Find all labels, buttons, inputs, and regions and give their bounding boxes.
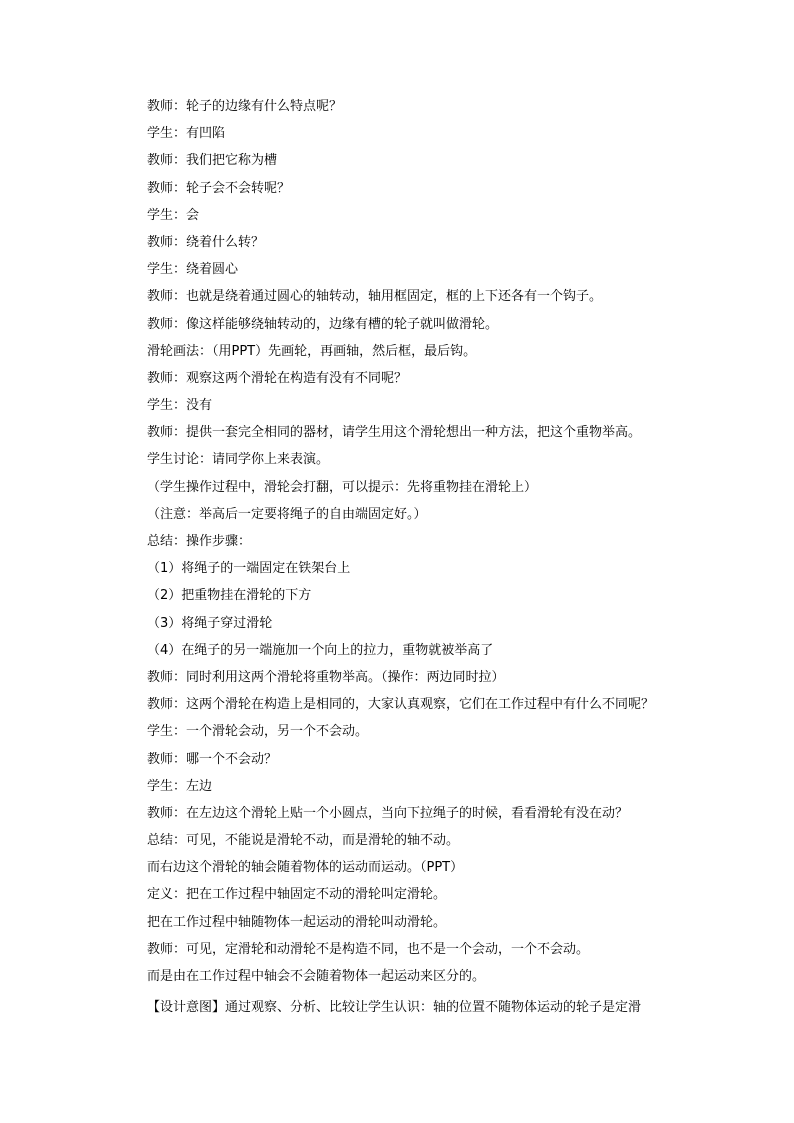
text-line: 定义：把在工作过程中轴固定不动的滑轮叫定滑轮。 bbox=[147, 887, 447, 903]
text-line: （3）将绳子穿过滑轮 bbox=[147, 615, 273, 631]
text-line: 学生：有凹陷 bbox=[147, 126, 226, 142]
text-line: 学生：绕着圆心 bbox=[147, 262, 239, 278]
text-line: 学生：没有 bbox=[147, 398, 213, 414]
text-line: 学生讨论：请同学你上来表演。 bbox=[147, 452, 330, 468]
text-line: 教师：我们把它称为槽 bbox=[147, 153, 278, 169]
text-line: （2）把重物挂在滑轮的下方 bbox=[147, 588, 312, 604]
text-line: 学生：一个滑轮会动，另一个不会动。 bbox=[147, 724, 369, 740]
text-line: 教师：像这样能够绕轴转动的，边缘有槽的轮子就叫做滑轮。 bbox=[147, 316, 499, 332]
text-line: 把在工作过程中轴随物体一起运动的滑轮叫动滑轮。 bbox=[147, 914, 447, 930]
text-line: （1）将绳子的一端固定在铁架台上 bbox=[147, 561, 351, 577]
text-line: 学生：会 bbox=[147, 207, 200, 223]
text-line: 教师：这两个滑轮在构造上是相同的，大家认真观察，它们在工作过程中有什么不同呢？ bbox=[147, 697, 655, 713]
text-line: 教师：轮子的边缘有什么特点呢？ bbox=[147, 99, 343, 114]
text-line: 教师：观察这两个滑轮在构造有没有不同呢？ bbox=[147, 370, 408, 386]
text-line: 教师：也就是绕着通过圆心的轴转动，轴用框固定，框的上下还各有一个钩子。 bbox=[147, 289, 603, 305]
text-line: 教师：同时利用这两个滑轮将重物举高。（操作：两边同时拉） bbox=[147, 669, 505, 685]
text-line: 教师：在左边这个滑轮上贴一个小圆点，当向下拉绳子的时候，看看滑轮有没在动？ bbox=[147, 805, 629, 821]
text-line: （学生操作过程中，滑轮会打翻，可以提示：先将重物挂在滑轮上） bbox=[147, 479, 538, 495]
text-line: 而是由在工作过程中轴会不会随着物体一起运动来区分的。 bbox=[147, 969, 486, 984]
text-line: 总结：可见，不能说是滑轮不动，而是滑轮的轴不动。 bbox=[147, 833, 460, 849]
text-line: 总结：操作步骤： bbox=[147, 534, 252, 549]
design-intent-line: 【设计意图】通过观察、分析、比较让学生认识：轴的位置不随物体运动的轮子是定滑 bbox=[147, 1000, 642, 1016]
text-line: 而右边这个滑轮的轴会随着物体的运动而运动。（PPT） bbox=[147, 860, 464, 876]
text-line: （4）在绳子的另一端施加一个向上的拉力，重物就被举高了 bbox=[147, 642, 494, 658]
text-line: 教师：哪一个不会动？ bbox=[147, 751, 278, 767]
document-body bbox=[147, 93, 687, 1021]
text-line: 教师：可见，定滑轮和动滑轮不是构造不同，也不是一个会动，一个不会动。 bbox=[147, 941, 590, 957]
text-line: （注意：举高后一定要将绳子的自由端固定好。） bbox=[147, 506, 427, 522]
text-line: 滑轮画法：（用PPT）先画轮，再画轴，然后框，最后钩。 bbox=[147, 343, 477, 359]
text-line: 教师：绕着什么转？ bbox=[147, 234, 265, 250]
text-line: 学生：左边 bbox=[147, 778, 213, 794]
text-line: 教师：提供一套完全相同的器材，请学生用这个滑轮想出一种方法，把这个重物举高。 bbox=[147, 425, 642, 441]
text-line: 教师：轮子会不会转呢？ bbox=[147, 180, 291, 196]
